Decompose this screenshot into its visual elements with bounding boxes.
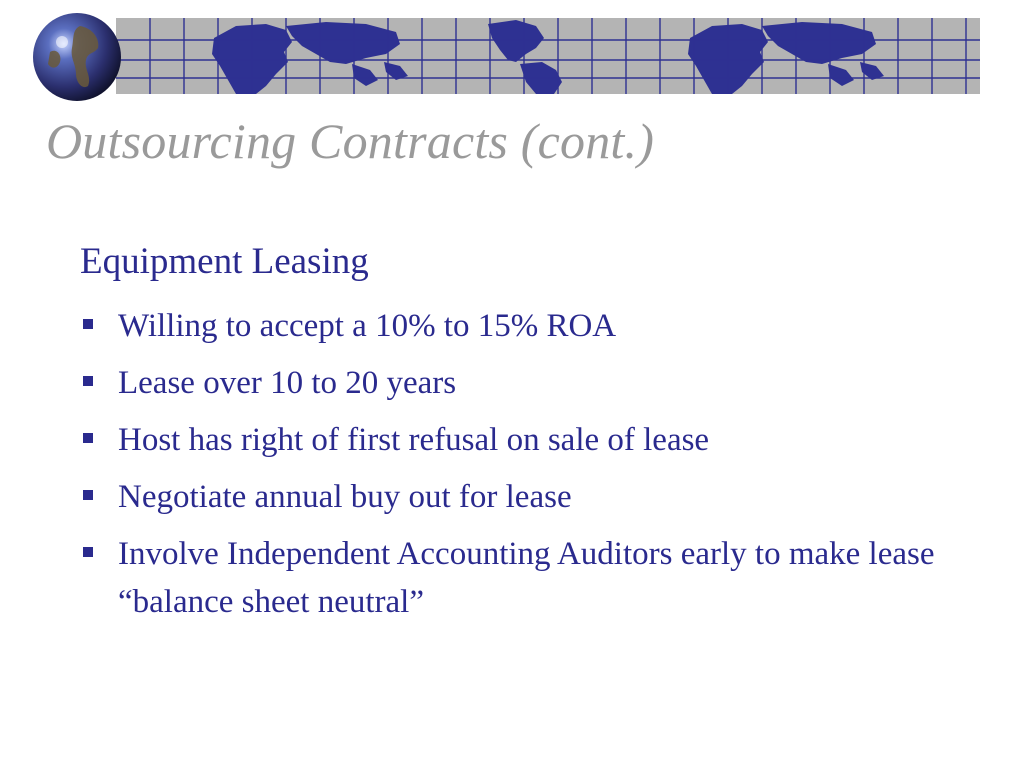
slide-title: Outsourcing Contracts (cont.) bbox=[46, 113, 655, 169]
bullet-item bbox=[80, 416, 940, 464]
bullet-item bbox=[80, 473, 940, 521]
square-bullet-icon bbox=[83, 319, 93, 329]
bullet-text: Lease over 10 to 20 years bbox=[118, 365, 457, 401]
bullet-text: Host has right of first refusal on sale of lease bbox=[118, 422, 710, 458]
bullet-item bbox=[80, 359, 940, 407]
section-heading: Equipment Leasing bbox=[80, 241, 369, 282]
bullet-text: Willing to accept a 10% to 15% ROA bbox=[118, 308, 617, 344]
bullet-list bbox=[80, 302, 940, 635]
bullet-text: Negotiate annual buy out for lease bbox=[118, 479, 572, 515]
bullet-item bbox=[80, 530, 940, 626]
square-bullet-icon bbox=[83, 433, 93, 443]
bullet-item bbox=[80, 302, 940, 350]
globe-icon bbox=[32, 12, 122, 102]
world-map-banner bbox=[116, 18, 980, 94]
square-bullet-icon bbox=[83, 547, 93, 557]
square-bullet-icon bbox=[83, 490, 93, 500]
bullet-text: Involve Independent Accounting Auditors early to make lease “balance sheet neutral” bbox=[118, 536, 935, 620]
square-bullet-icon bbox=[83, 376, 93, 386]
